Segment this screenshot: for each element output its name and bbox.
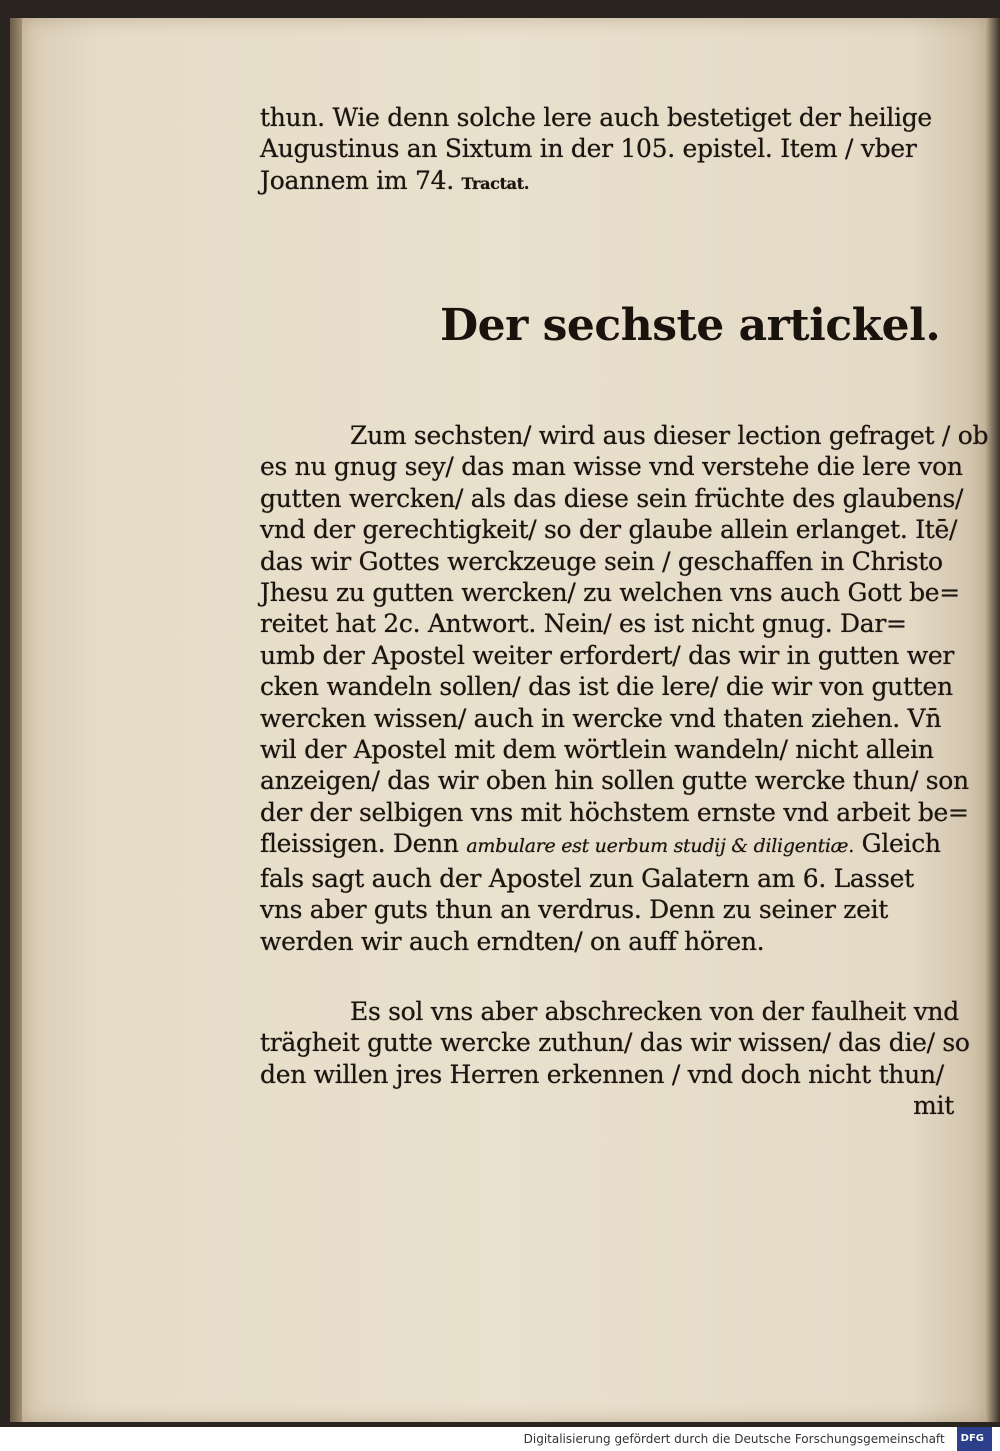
text-line: cken wandeln sollen/ das ist die lere/ die wir von gutten <box>260 672 953 702</box>
text-line: Es sol vns aber abschrecken von der faulheit vnd <box>350 997 959 1026</box>
text-line <box>260 165 970 199</box>
digitization-footer <box>0 1427 1000 1449</box>
text-line: werden wir auch erndten/ on auff hören. <box>260 926 765 956</box>
text-line: gutten wercken/ als das diese sein früchte des glaubens/ <box>260 483 964 513</box>
text-fragment: Gleich <box>861 829 941 859</box>
text-line <box>260 828 970 862</box>
text-line: thun. Wie denn solche lere auch bestetiget der heilige <box>260 103 932 132</box>
text-block-main <box>260 420 989 957</box>
text-block-opening <box>260 102 970 199</box>
text-line: trägheit gutte wercke zuthun/ das wir wissen/ das die/ so <box>260 1028 970 1058</box>
latin-quote: ambulare est uerbum studij & diligentiæ. <box>466 835 854 858</box>
dfg-logo: DFG <box>957 1427 992 1451</box>
text-line: anzeigen/ das wir oben hin sollen gutte wercke thun/ son <box>260 766 969 796</box>
text-line: den willen jres Herren erkennen / vnd doch nicht thun/ <box>260 1059 944 1089</box>
text-block-closing <box>260 996 970 1122</box>
text-fragment: Joannem im 74. <box>260 165 454 195</box>
text-line: vnd der gerechtigkeit/ so der glaube allein erlanget. Itē/ <box>260 515 958 545</box>
chapter-heading: Der sechste artickel. <box>440 300 941 351</box>
text-fragment: fleissigen. Denn <box>260 829 459 859</box>
text-line: Augustinus an Sixtum in der 105. epistel. Item / vber <box>260 134 917 164</box>
text-line: fals sagt auch der Apostel zun Galatern am 6. Lasset <box>260 863 914 893</box>
text-line: der der selbigen vns mit höchstem ernste vnd arbeit be= <box>260 797 969 827</box>
text-line: das wir Gottes werckzeuge sein / geschaffen in Christo <box>260 546 943 576</box>
text-line: Zum sechsten/ wird aus dieser lection gefraget / ob <box>350 421 989 450</box>
text-line: wil der Apostel mit dem wörtlein wandeln/ nicht allein <box>260 735 934 765</box>
page-right-edge <box>986 18 1000 1422</box>
text-line: Jhesu zu gutten wercken/ zu welchen vns auch Gott be= <box>260 578 960 608</box>
small-word: Tractat. <box>461 173 530 193</box>
text-line: vns aber guts thun an verdrus. Denn zu seiner zeit <box>260 895 889 925</box>
footer-text: Digitalisierung gefördert durch die Deutsche Forschungsgemeinschaft <box>523 1431 945 1446</box>
text-line: wercken wissen/ auch in wercke vnd thaten ziehen. Vn̄ <box>260 703 942 733</box>
catchword: mit <box>913 1091 954 1121</box>
footer-credit <box>524 1427 1000 1451</box>
text-line: umb der Apostel weiter erfordert/ das wir in gutten wer <box>260 640 954 670</box>
text-line: reitet hat 2c. Antwort. Nein/ es ist nicht gnug. Dar= <box>260 609 907 639</box>
text-line: es nu gnug sey/ das man wisse vnd verstehe die lere von <box>260 452 963 482</box>
